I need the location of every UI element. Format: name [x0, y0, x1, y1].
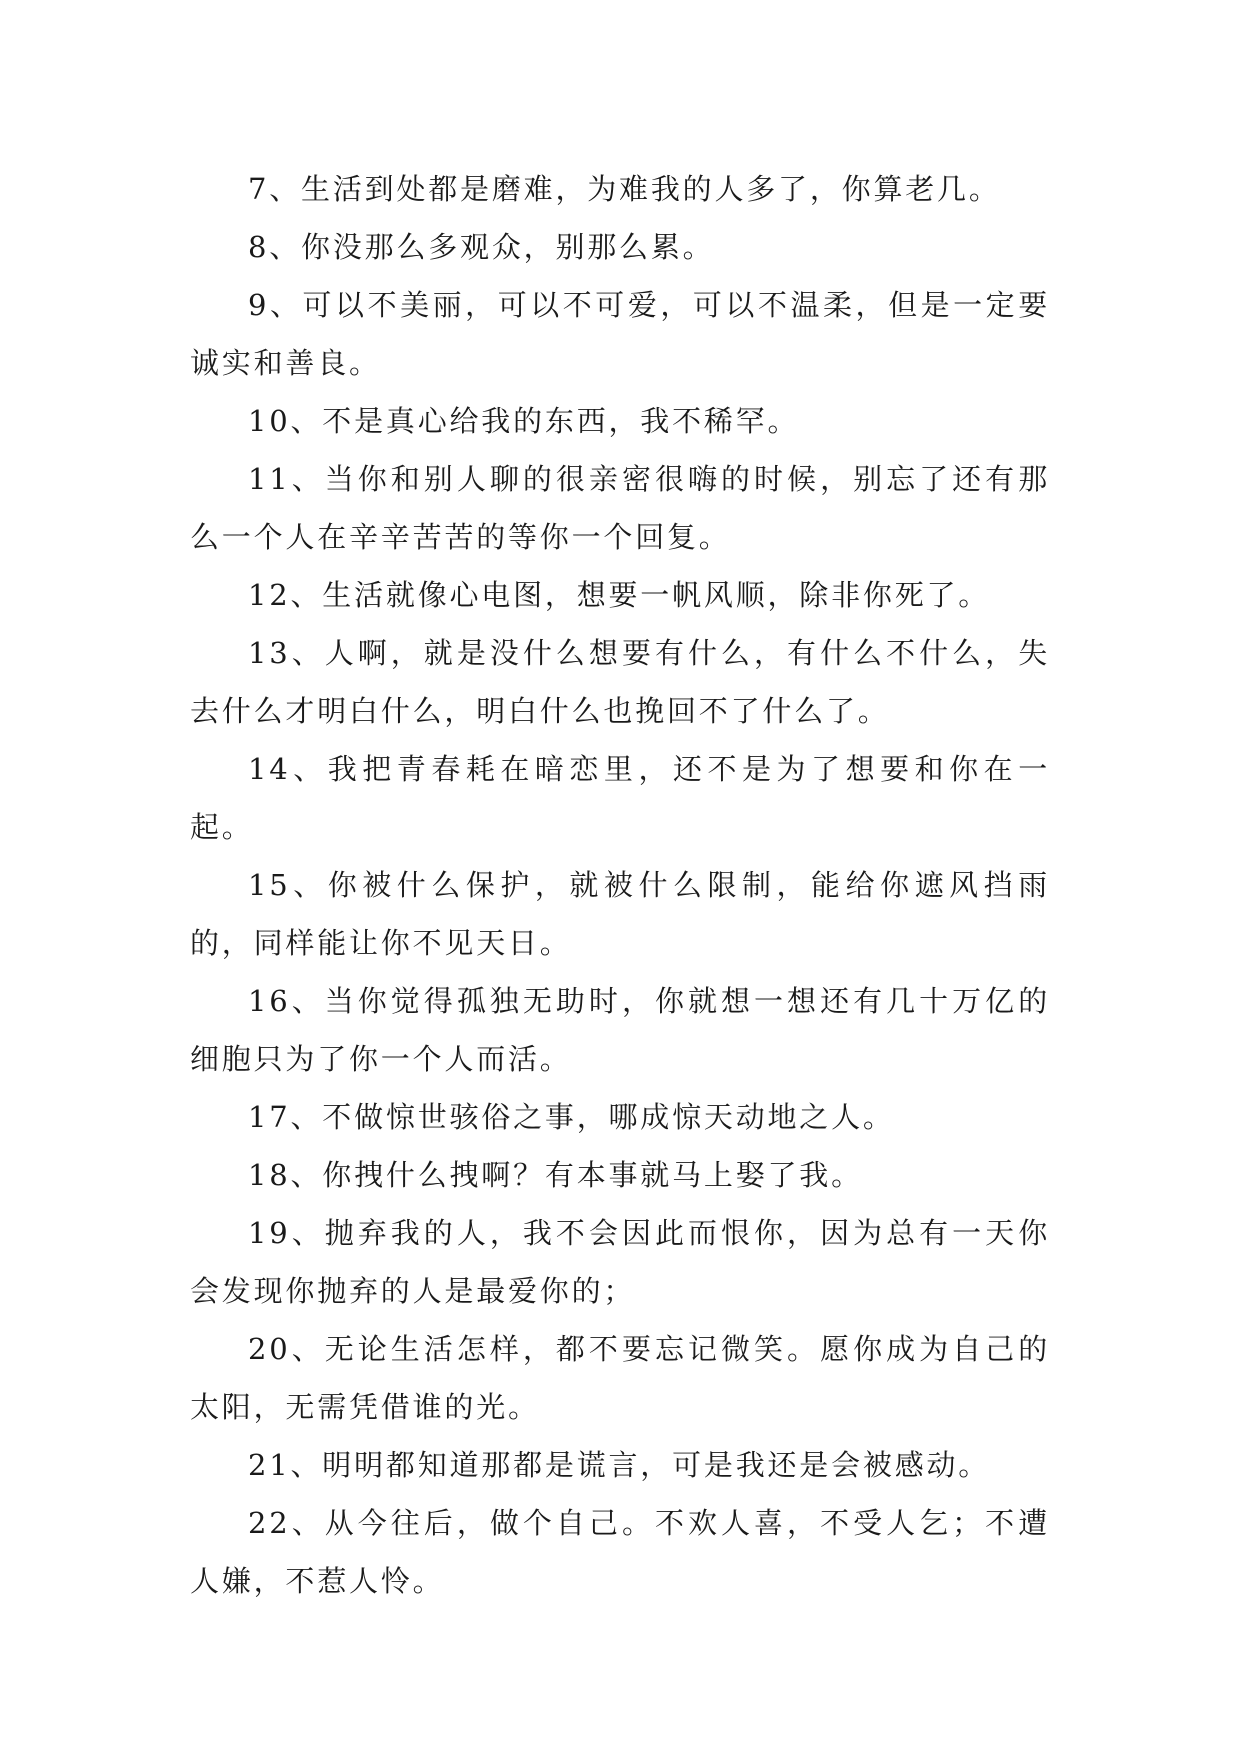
quote-paragraph-21: 21、明明都知道那都是谎言，可是我还是会被感动。 [248, 1448, 991, 1482]
quote-paragraph-7: 7、生活到处都是磨难，为难我的人多了，你算老几。 [248, 172, 1001, 206]
quote-paragraph-10: 10、不是真心给我的东西，我不稀罕。 [248, 404, 800, 438]
quote-paragraph-12: 12、生活就像心电图，想要一帆风顺，除非你死了。 [248, 578, 991, 612]
quote-paragraph-9: 9、可以不美丽，可以不可爱，可以不温柔，但是一定要诚实和善良。 [190, 288, 1050, 380]
quote-paragraph-15: 15、你被什么保护，就被什么限制，能给你遮风挡雨的，同样能让你不见天日。 [190, 868, 1050, 960]
quote-paragraph-20: 20、无论生活怎样，都不要忘记微笑。愿你成为自己的太阳，无需凭借谁的光。 [190, 1332, 1050, 1424]
quote-paragraph-22: 22、从今往后，做个自己。不欢人喜，不受人乞；不遭人嫌，不惹人怜。 [190, 1506, 1050, 1598]
quote-paragraph-19: 19、抛弃我的人，我不会因此而恨你，因为总有一天你会发现你抛弃的人是最爱你的； [190, 1216, 1050, 1308]
quote-paragraph-16: 16、当你觉得孤独无助时，你就想一想还有几十万亿的细胞只为了你一个人而活。 [190, 984, 1050, 1076]
quote-paragraph-8: 8、你没那么多观众，别那么累。 [248, 230, 715, 264]
quote-paragraph-13: 13、人啊，就是没什么想要有什么，有什么不什么，失去什么才明白什么，明白什么也挽回不了什么了。 [190, 636, 1050, 728]
quote-paragraph-18: 18、你拽什么拽啊？有本事就马上娶了我。 [248, 1158, 863, 1192]
document-body [190, 160, 1050, 1610]
quote-paragraph-11: 11、当你和别人聊的很亲密很嗨的时候，别忘了还有那么一个人在辛辛苦苦的等你一个回复。 [190, 462, 1050, 554]
quote-paragraph-14: 14、我把青春耗在暗恋里，还不是为了想要和你在一起。 [190, 752, 1050, 844]
quote-paragraph-17: 17、不做惊世骇俗之事，哪成惊天动地之人。 [248, 1100, 895, 1134]
